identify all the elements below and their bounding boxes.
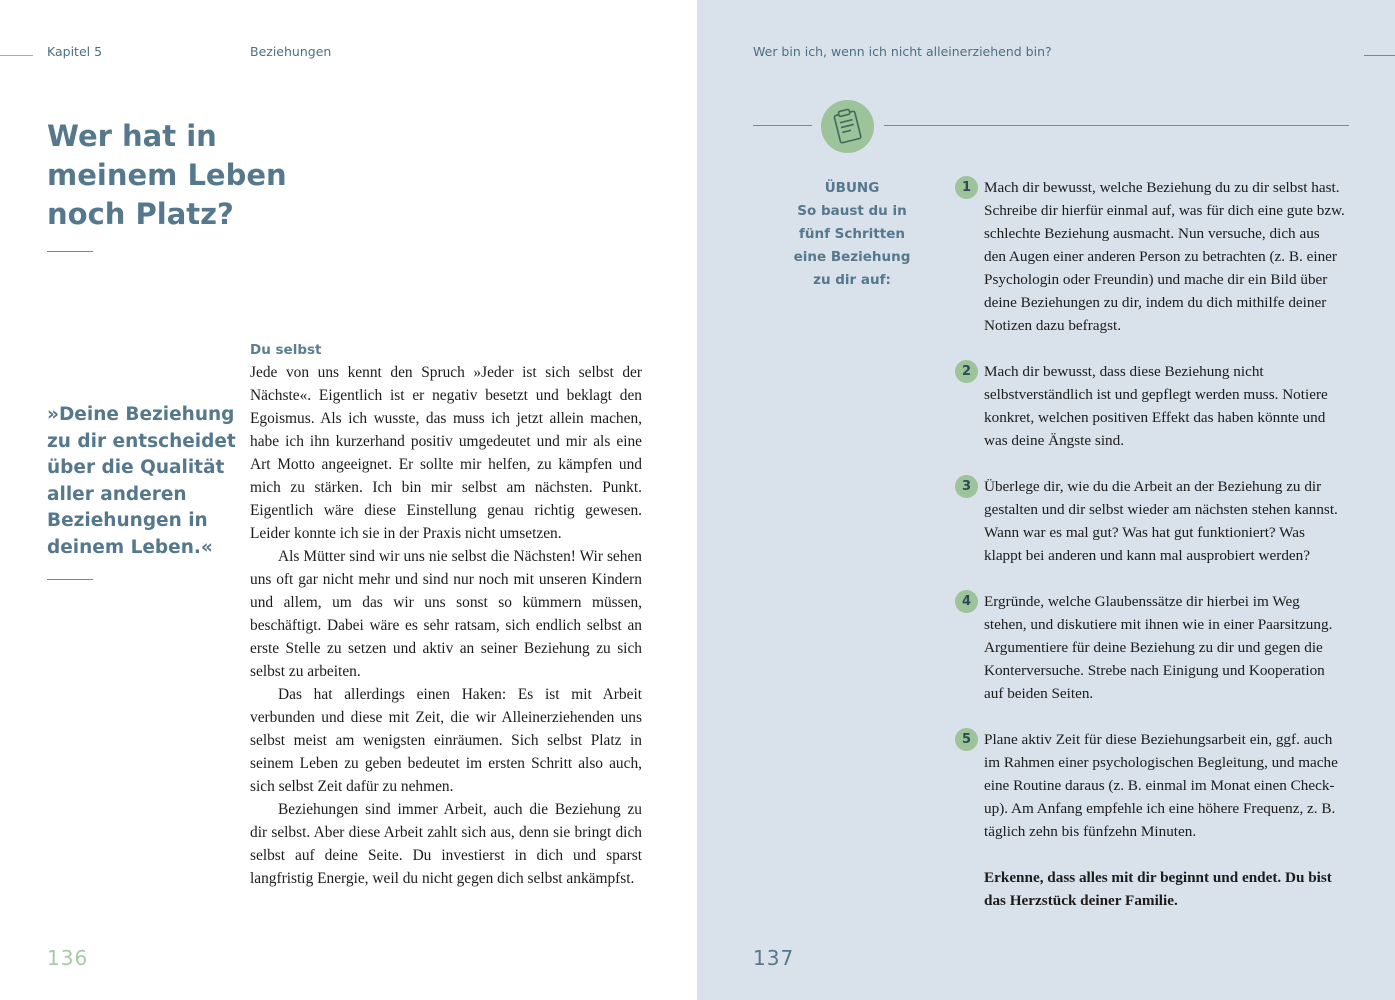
pull-quote: »Deine Beziehung zu dir entscheidet über die Qualität aller anderen Beziehungen in deinem Leben.« (47, 404, 236, 558)
section-subheading: Du selbst (250, 342, 322, 358)
quote-rule (47, 579, 93, 580)
header-rule-right (1364, 55, 1395, 56)
step-number-badge: 1 (955, 176, 978, 199)
running-head: Wer bin ich, wenn ich nicht alleinerziehend bin? (753, 44, 1052, 59)
exercise-rule-right (884, 125, 1349, 126)
step-number-badge: 2 (955, 360, 978, 383)
exercise-title: So baust du in fünf Schritten eine Beziehung zu dir auf: (793, 203, 911, 288)
chapter-title: Wer hat in meinem Leben noch Platz? (47, 119, 287, 231)
step-number-badge: 4 (955, 590, 978, 613)
left-page (0, 0, 697, 1000)
exercise-rule-left (753, 125, 812, 126)
paragraph: Beziehungen sind immer Arbeit, auch die Beziehung zu dir selbst. Aber diese Arbeit zahlt sich aus, denn sie bringt dich selbst auf deine Seite. Du investierst in dich und sparst langfristig Energie, weil du nicht gegen dich selbst ankämpfst. (250, 801, 642, 887)
paragraph: Das hat allerdings einen Haken: Es ist mit Arbeit verbunden und diese mit Zeit, die wir Alleinerziehenden uns selbst meist am wenigsten einräumen. Sich selbst Platz in seinem Leben zu geben bedeutet im ersten Schritt also auch, sich selbst Zeit dafür zu nehmen. (250, 686, 642, 795)
step-text: Plane aktiv Zeit für diese Beziehungsarbeit ein, ggf. auch im Rahmen einer psychologischen Begleitung, und mache eine Routine daraus (z. B. einmal im Monat einen Check-up). Am Anfang empfehle ich eine höhere Frequenz, z. B. täglich zehn bis fünfzehn Minuten. (984, 731, 1338, 840)
body-text (250, 339, 642, 890)
step-text: Mach dir bewusst, dass diese Beziehung nicht selbstverständlich ist und gepflegt werden muss. Notiere konkret, welchen positiven Effekt das haben könnte und was deine Ängste sind. (984, 363, 1328, 449)
exercise-label: ÜBUNG (824, 180, 880, 196)
header-rule-left (0, 55, 33, 56)
paragraph: Als Mütter sind wir uns nie selbst die Nächsten! Wir sehen uns oft gar nicht mehr und sind nur noch mit unseren Kindern und allem, um das wir uns sonst so kümmern müssen, beschäftigt. Dabei wäre es sehr ratsam, sich endlich selbst an erste Stelle zu setzen und aktiv an seiner Beziehung zu sich selbst zu arbeiten. (250, 548, 642, 680)
step-item (955, 728, 1345, 843)
page-number-right: 137 (753, 946, 795, 970)
exercise-heading (792, 177, 912, 292)
step-item (955, 590, 1345, 705)
closing-statement: Erkenne, dass alles mit dir beginnt und endet. Du bist das Herzstück deiner Familie. (984, 869, 1332, 909)
step-item (955, 360, 1345, 452)
section-label: Beziehungen (250, 44, 332, 59)
step-item (955, 475, 1345, 567)
step-text: Überlege dir, wie du die Arbeit an der Beziehung zu dir gestalten und dir selbst wieder am nächsten stehen kannst. Wann war es mal gut? Was hat gut funktioniert? Was klappt bei anderen und kann mal ausprobiert werden? (984, 478, 1338, 564)
step-text: Mach dir bewusst, welche Beziehung du zu dir selbst hast. Schreibe dir hierfür einmal auf, was für dich eine gute bzw. schlechte Beziehung ausmacht. Nun versuche, dich aus den Augen einer anderen Person zu betrachten (z. B. einer Psychologin oder Freundin) und mache dir ein Bild über deine Beziehungen zu dir, indem du dich mithilfe deiner Notizen dazu befragst. (984, 179, 1345, 334)
page-number-left: 136 (47, 946, 89, 970)
clipboard-icon (821, 100, 874, 153)
step-text: Ergründe, welche Glaubenssätze dir hierbei im Weg stehen, und diskutiere mit ihnen wie in einer Paarsitzung. Argumentiere für deine Beziehung zu dir und gegen die Konterversuche. Strebe nach Einigung und Kooperation auf beiden Seiten. (984, 593, 1333, 702)
step-item (955, 176, 1345, 337)
exercise-steps (955, 176, 1345, 912)
step-number-badge: 5 (955, 728, 978, 751)
title-rule (47, 251, 93, 252)
paragraph: Jede von uns kennt den Spruch »Jeder ist sich selbst der Nächste«. Eigentlich ist er negativ besetzt und beklagt den Egoismus. Als ich wusste, das muss ich jetzt allein machen, habe ich ihn kurzerhand positiv umgedeutet und mir als eine Art Motto angeeignet. Er sollte mir helfen, zu kämpfen und mich zu stärken. Ich bin mir selbst am nächsten. Punkt. Eigentlich wäre diese Einstellung genau richtig gewesen. Leider konnte ich sie in der Praxis nicht umsetzen. (250, 364, 642, 542)
chapter-label: Kapitel 5 (47, 44, 103, 59)
step-number-badge: 3 (955, 475, 978, 498)
